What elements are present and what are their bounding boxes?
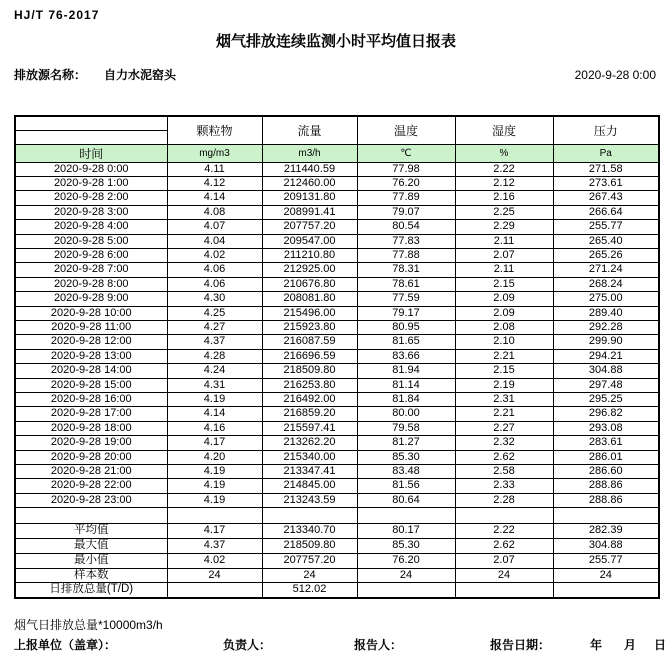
spacer-cell — [167, 508, 262, 524]
cell-value: 4.24 — [167, 364, 262, 378]
cell-time: 2020-9-28 6:00 — [15, 248, 167, 262]
summary-row — [15, 583, 659, 598]
summary-value: 4.17 — [167, 524, 262, 539]
cell-value: 214845.00 — [262, 479, 357, 493]
cell-value: 209131.80 — [262, 191, 357, 205]
cell-value: 2.28 — [455, 493, 553, 507]
cell-value: 286.01 — [553, 450, 659, 464]
summary-label: 日排放总量(T/D) — [15, 583, 167, 598]
header-row-units — [15, 144, 659, 162]
cell-value: 294.21 — [553, 349, 659, 363]
cell-value: 80.00 — [357, 407, 455, 421]
summary-row — [15, 539, 659, 554]
cell-value: 2.58 — [455, 465, 553, 479]
cell-value: 77.59 — [357, 292, 455, 306]
cell-value: 2.09 — [455, 292, 553, 306]
cell-value: 2.31 — [455, 393, 553, 407]
cell-value: 2.62 — [455, 450, 553, 464]
month-label: 月 — [624, 638, 637, 652]
table-row — [15, 450, 659, 464]
monitoring-table — [14, 115, 660, 599]
cell-value: 2.07 — [455, 248, 553, 262]
table-row — [15, 364, 659, 378]
cell-value: 218509.80 — [262, 364, 357, 378]
table-row — [15, 248, 659, 262]
summary-value: 4.37 — [167, 539, 262, 554]
cell-value: 4.12 — [167, 176, 262, 190]
cell-value: 4.28 — [167, 349, 262, 363]
cell-value: 2.09 — [455, 306, 553, 320]
table-row — [15, 263, 659, 277]
cell-value: 78.61 — [357, 277, 455, 291]
col-header-humidity: 湿度 — [455, 116, 553, 144]
cell-value: 79.17 — [357, 306, 455, 320]
summary-value: 2.07 — [455, 553, 553, 568]
signature-row — [0, 636, 672, 654]
summary-label: 最大值 — [15, 539, 167, 554]
cell-value: 83.48 — [357, 465, 455, 479]
cell-value: 2.22 — [455, 162, 553, 176]
cell-value: 271.58 — [553, 162, 659, 176]
table-row — [15, 493, 659, 507]
cell-value: 77.83 — [357, 234, 455, 248]
summary-row — [15, 568, 659, 583]
cell-value: 2.15 — [455, 364, 553, 378]
cell-value: 265.40 — [553, 234, 659, 248]
unit-pressure: Pa — [553, 144, 659, 162]
cell-value: 4.19 — [167, 493, 262, 507]
corner-cell-top — [15, 116, 167, 130]
cell-value: 2.16 — [455, 191, 553, 205]
cell-time: 2020-9-28 22:00 — [15, 479, 167, 493]
cell-value: 2.25 — [455, 205, 553, 219]
cell-time: 2020-9-28 14:00 — [15, 364, 167, 378]
cell-value: 283.61 — [553, 436, 659, 450]
summary-rows — [15, 524, 659, 598]
cell-value: 2.15 — [455, 277, 553, 291]
unit-humidity: % — [455, 144, 553, 162]
cell-value: 4.14 — [167, 407, 262, 421]
summary-value: 512.02 — [262, 583, 357, 598]
summary-value: 24 — [167, 568, 262, 583]
cell-time: 2020-9-28 5:00 — [15, 234, 167, 248]
cell-time: 2020-9-28 15:00 — [15, 378, 167, 392]
col-header-particulate: 颗粒物 — [167, 116, 262, 144]
cell-time: 2020-9-28 20:00 — [15, 450, 167, 464]
summary-value — [357, 583, 455, 598]
summary-value: 4.02 — [167, 553, 262, 568]
cell-value: 216492.00 — [262, 393, 357, 407]
table-row — [15, 162, 659, 176]
emission-source — [14, 66, 176, 83]
cell-value: 4.25 — [167, 306, 262, 320]
table-row — [15, 436, 659, 450]
summary-value: 218509.80 — [262, 539, 357, 554]
cell-value: 216696.59 — [262, 349, 357, 363]
unit-flow: m3/h — [262, 144, 357, 162]
cell-value: 289.40 — [553, 306, 659, 320]
table-row — [15, 176, 659, 190]
cell-value: 2.21 — [455, 349, 553, 363]
cell-value: 2.29 — [455, 220, 553, 234]
cell-value: 288.86 — [553, 493, 659, 507]
spacer-cell — [15, 508, 167, 524]
report-datetime: 2020-9-28 0:00 — [574, 68, 656, 82]
table-row — [15, 378, 659, 392]
cell-time: 2020-9-28 10:00 — [15, 306, 167, 320]
cell-value: 211210.80 — [262, 248, 357, 262]
cell-time: 2020-9-28 12:00 — [15, 335, 167, 349]
cell-value: 4.16 — [167, 421, 262, 435]
unit-temperature: ℃ — [357, 144, 455, 162]
col-header-flow: 流量 — [262, 116, 357, 144]
cell-value: 76.20 — [357, 176, 455, 190]
cell-value: 213262.20 — [262, 436, 357, 450]
cell-value: 80.64 — [357, 493, 455, 507]
cell-time: 2020-9-28 11:00 — [15, 320, 167, 334]
cell-value: 292.28 — [553, 320, 659, 334]
cell-value: 81.56 — [357, 479, 455, 493]
table-row — [15, 306, 659, 320]
cell-time: 2020-9-28 8:00 — [15, 277, 167, 291]
cell-value: 81.84 — [357, 393, 455, 407]
year-label: 年 — [590, 638, 603, 652]
spacer-cell — [262, 508, 357, 524]
report-date-label: 报告日期： — [490, 638, 551, 652]
source-name: 自力水泥窑头 — [104, 68, 177, 82]
cell-value: 78.31 — [357, 263, 455, 277]
cell-value: 299.90 — [553, 335, 659, 349]
cell-value: 304.88 — [553, 364, 659, 378]
cell-value: 273.61 — [553, 176, 659, 190]
cell-value: 268.24 — [553, 277, 659, 291]
summary-value: 304.88 — [553, 539, 659, 554]
cell-value: 216859.20 — [262, 407, 357, 421]
cell-time: 2020-9-28 16:00 — [15, 393, 167, 407]
cell-time: 2020-9-28 19:00 — [15, 436, 167, 450]
footnote: 烟气日排放总量*10000m3/h — [14, 618, 163, 632]
cell-time: 2020-9-28 17:00 — [15, 407, 167, 421]
cell-value: 212460.00 — [262, 176, 357, 190]
spacer-cell — [357, 508, 455, 524]
cell-value: 209547.00 — [262, 234, 357, 248]
summary-value: 24 — [262, 568, 357, 583]
cell-time: 2020-9-28 9:00 — [15, 292, 167, 306]
cell-value: 77.88 — [357, 248, 455, 262]
cell-value: 211440.59 — [262, 162, 357, 176]
cell-value: 4.19 — [167, 465, 262, 479]
data-rows — [15, 162, 659, 508]
cell-value: 80.95 — [357, 320, 455, 334]
cell-time: 2020-9-28 4:00 — [15, 220, 167, 234]
summary-row — [15, 524, 659, 539]
cell-value: 295.25 — [553, 393, 659, 407]
cell-value: 255.77 — [553, 220, 659, 234]
cell-value: 288.86 — [553, 479, 659, 493]
table-row — [15, 234, 659, 248]
summary-label: 样本数 — [15, 568, 167, 583]
summary-value — [167, 583, 262, 598]
cell-value: 215923.80 — [262, 320, 357, 334]
cell-value: 265.26 — [553, 248, 659, 262]
cell-value: 207757.20 — [262, 220, 357, 234]
cell-value: 81.65 — [357, 335, 455, 349]
report-unit-label: 上报单位（盖章）： — [14, 638, 117, 652]
reporter-label: 报告人： — [354, 638, 403, 652]
table-row — [15, 220, 659, 234]
cell-value: 4.27 — [167, 320, 262, 334]
day-label: 日 — [654, 638, 667, 652]
summary-value — [455, 583, 553, 598]
cell-value: 296.82 — [553, 407, 659, 421]
cell-value: 266.64 — [553, 205, 659, 219]
cell-value: 2.21 — [455, 407, 553, 421]
cell-value: 77.89 — [357, 191, 455, 205]
cell-time: 2020-9-28 3:00 — [15, 205, 167, 219]
table-row — [15, 407, 659, 421]
cell-value: 297.48 — [553, 378, 659, 392]
summary-value: 213340.70 — [262, 524, 357, 539]
responsible-person-label: 负责人： — [223, 638, 272, 652]
summary-value: 24 — [357, 568, 455, 583]
cell-value: 213347.41 — [262, 465, 357, 479]
col-header-temperature: 温度 — [357, 116, 455, 144]
cell-value: 4.20 — [167, 450, 262, 464]
cell-value: 212925.00 — [262, 263, 357, 277]
cell-value: 4.14 — [167, 191, 262, 205]
cell-value: 81.94 — [357, 364, 455, 378]
cell-value: 215496.00 — [262, 306, 357, 320]
cell-value: 2.19 — [455, 378, 553, 392]
table-row — [15, 191, 659, 205]
cell-value: 80.54 — [357, 220, 455, 234]
time-header: 时间 — [15, 144, 167, 162]
cell-value: 293.08 — [553, 421, 659, 435]
table-row — [15, 465, 659, 479]
summary-value: 85.30 — [357, 539, 455, 554]
cell-time: 2020-9-28 18:00 — [15, 421, 167, 435]
cell-value: 85.30 — [357, 450, 455, 464]
cell-value: 4.04 — [167, 234, 262, 248]
cell-value: 213243.59 — [262, 493, 357, 507]
table-row — [15, 349, 659, 363]
cell-value: 216253.80 — [262, 378, 357, 392]
table-row — [15, 479, 659, 493]
cell-value: 83.66 — [357, 349, 455, 363]
cell-value: 2.32 — [455, 436, 553, 450]
header-row-names — [15, 116, 659, 130]
cell-value: 4.30 — [167, 292, 262, 306]
corner-cell-bottom — [15, 130, 167, 144]
cell-value: 215597.41 — [262, 421, 357, 435]
meta-row — [14, 66, 656, 83]
table-row — [15, 205, 659, 219]
spacer-cell — [455, 508, 553, 524]
cell-value: 4.06 — [167, 277, 262, 291]
cell-value: 4.11 — [167, 162, 262, 176]
summary-value — [553, 583, 659, 598]
cell-value: 4.06 — [167, 263, 262, 277]
cell-value: 79.58 — [357, 421, 455, 435]
table-row — [15, 335, 659, 349]
cell-value: 2.08 — [455, 320, 553, 334]
summary-value: 2.62 — [455, 539, 553, 554]
summary-value: 24 — [455, 568, 553, 583]
summary-value: 76.20 — [357, 553, 455, 568]
cell-value: 77.98 — [357, 162, 455, 176]
table-row — [15, 421, 659, 435]
cell-time: 2020-9-28 2:00 — [15, 191, 167, 205]
table-row — [15, 292, 659, 306]
cell-value: 2.11 — [455, 234, 553, 248]
cell-value: 275.00 — [553, 292, 659, 306]
cell-value: 2.12 — [455, 176, 553, 190]
cell-time: 2020-9-28 0:00 — [15, 162, 167, 176]
col-header-pressure: 压力 — [553, 116, 659, 144]
summary-value: 207757.20 — [262, 553, 357, 568]
cell-value: 4.31 — [167, 378, 262, 392]
cell-value: 2.33 — [455, 479, 553, 493]
report-title: 烟气排放连续监测小时平均值日报表 — [215, 33, 456, 50]
cell-value: 4.07 — [167, 220, 262, 234]
cell-value: 4.08 — [167, 205, 262, 219]
spacer-row — [15, 508, 659, 524]
cell-value: 4.02 — [167, 248, 262, 262]
cell-value: 2.11 — [455, 263, 553, 277]
standard-number: HJ/T 76-2017 — [14, 8, 100, 22]
summary-value: 2.22 — [455, 524, 553, 539]
cell-value: 4.37 — [167, 335, 262, 349]
cell-time: 2020-9-28 23:00 — [15, 493, 167, 507]
source-label: 排放源名称： — [14, 68, 87, 82]
summary-label: 最小值 — [15, 553, 167, 568]
cell-value: 81.27 — [357, 436, 455, 450]
cell-time: 2020-9-28 1:00 — [15, 176, 167, 190]
summary-value: 282.39 — [553, 524, 659, 539]
summary-value: 80.17 — [357, 524, 455, 539]
table-row — [15, 393, 659, 407]
cell-value: 267.43 — [553, 191, 659, 205]
cell-value: 208081.80 — [262, 292, 357, 306]
cell-time: 2020-9-28 7:00 — [15, 263, 167, 277]
summary-row — [15, 553, 659, 568]
cell-value: 215340.00 — [262, 450, 357, 464]
cell-time: 2020-9-28 21:00 — [15, 465, 167, 479]
cell-value: 208991.41 — [262, 205, 357, 219]
cell-value: 4.17 — [167, 436, 262, 450]
cell-value: 79.07 — [357, 205, 455, 219]
summary-value: 24 — [553, 568, 659, 583]
cell-value: 2.27 — [455, 421, 553, 435]
spacer-cell — [553, 508, 659, 524]
cell-value: 271.24 — [553, 263, 659, 277]
table-row — [15, 277, 659, 291]
cell-value: 210676.80 — [262, 277, 357, 291]
cell-value: 81.14 — [357, 378, 455, 392]
cell-value: 4.19 — [167, 393, 262, 407]
cell-value: 2.10 — [455, 335, 553, 349]
table-row — [15, 320, 659, 334]
cell-value: 286.60 — [553, 465, 659, 479]
summary-value: 255.77 — [553, 553, 659, 568]
unit-particulate: mg/m3 — [167, 144, 262, 162]
cell-time: 2020-9-28 13:00 — [15, 349, 167, 363]
cell-value: 4.19 — [167, 479, 262, 493]
summary-label: 平均值 — [15, 524, 167, 539]
cell-value: 216087.59 — [262, 335, 357, 349]
